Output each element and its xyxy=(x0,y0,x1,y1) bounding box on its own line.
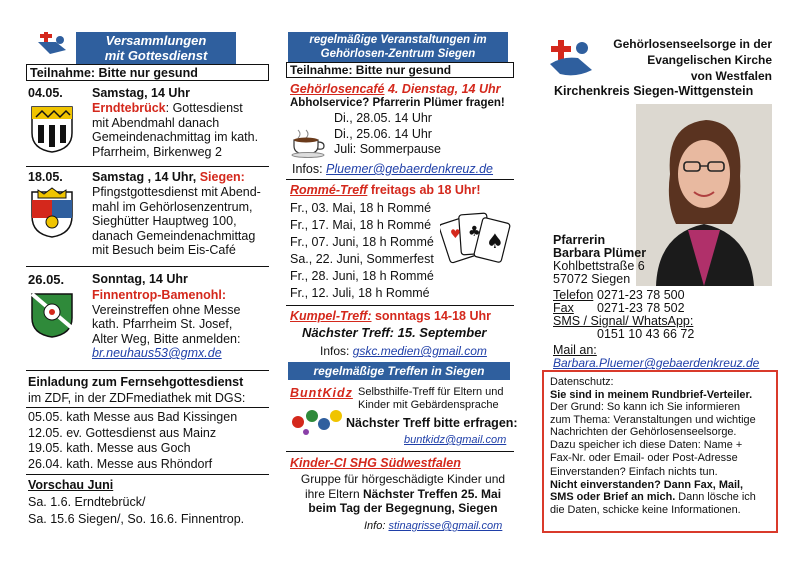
list-item: Fr., 28. Juni, 18 h Rommé xyxy=(290,269,434,283)
coat-of-arms-erndtebrueck-icon xyxy=(30,105,74,153)
buntkidz-logo: BuntKidz xyxy=(290,386,353,400)
cafe-pickup: Abholservice? Pfarrerin Plümer fragen! xyxy=(290,97,505,109)
tv-title: Einladung zum Fernsehgottesdienst xyxy=(28,375,244,389)
list-item: 26.04. kath. Messe aus Rhöndorf xyxy=(28,456,213,471)
event1-title: Samstag, 14 Uhr xyxy=(92,86,190,100)
divider xyxy=(286,179,514,180)
list-item: Di., 25.06. 14 Uhr xyxy=(334,126,432,141)
list-item: Fr., 17. Mai, 18 h Rommé xyxy=(290,218,432,232)
kinderci-info: Info: stinagrisse@gmail.com xyxy=(364,520,503,532)
event3-title: Sonntag, 14 Uhr xyxy=(92,272,188,286)
divider xyxy=(26,474,269,475)
tv-list xyxy=(28,410,273,472)
list-item: Fr., 12. Juli, 18 h Rommé xyxy=(290,286,430,300)
list-item: Sa. 15.6 Siegen/, So. 16.6. Finnentrop. xyxy=(28,512,245,526)
divider xyxy=(26,266,269,267)
kinderci-body: Gruppe für hörgeschädigte Kinder und ihre Eltern Nächster Treffen 25. Mai beim Tag der Begegnung, Siegen xyxy=(300,472,506,515)
pastor-address: Kohlbettstraße 6 57072 Siegen xyxy=(553,259,645,286)
coat-of-arms-finnentrop-icon xyxy=(30,292,74,338)
list-item: Fr., 07. Juni, 18 h Rommé xyxy=(290,235,434,249)
org-title: Gehörlosenseelsorge in der Evangelischen Kirche von Westfalen xyxy=(613,37,772,83)
divider xyxy=(286,305,514,306)
list-item: 19.05. kath. Messe aus Goch xyxy=(28,441,191,455)
cafe-info: Infos: Pluemer@gebaerdenkreuz.de xyxy=(292,162,494,176)
col1-participation: Teilnahme: Bitte nur gesund xyxy=(26,64,269,81)
pastor-email-link[interactable]: Barbara.Pluemer@gebaerdenkreuz.de xyxy=(553,356,760,370)
col1-header: Versammlungen mit Gottesdienst xyxy=(76,32,236,64)
list-item: 05.05. kath Messe aus Bad Kissingen xyxy=(28,410,238,424)
svg-text:♣: ♣ xyxy=(468,224,481,240)
buntkidz-email-link[interactable]: buntkidz@gmail.com xyxy=(404,434,507,446)
buntkidz-desc: Selbsthilfe-Treff für Eltern und Kinder mit Gebärdensprache xyxy=(358,386,504,411)
svg-text:♠: ♠ xyxy=(486,229,504,253)
coat-of-arms-siegen-icon xyxy=(30,186,74,238)
playing-cards-icon xyxy=(440,206,512,276)
cafe-heading: Gehörlosencafé 4. Dienstag, 14 Uhr xyxy=(290,82,501,96)
event3-place: Finnentrop-Bamenohl: xyxy=(92,288,227,302)
kinderci-title: Kinder-CI SHG Südwestfalen xyxy=(290,456,461,470)
event2-title: Samstag , 14 Uhr, Siegen: xyxy=(92,170,245,184)
tv-subtitle: im ZDF, in der ZDFmediathek mit DGS: xyxy=(28,391,246,405)
kinderci-email-link[interactable]: stinagrisse@gmail.com xyxy=(388,520,503,532)
event3-body: Finnentrop-Bamenohl: Vereinstreffen ohne Messe kath. Pfarrheim St. Josef, Alter Weg, Bitte anmelden: br.neuhaus53@gmx.de xyxy=(92,288,282,361)
cafe-email-link[interactable]: Pluemer@gebaerdenkreuz.de xyxy=(326,162,494,176)
preview-list xyxy=(28,494,278,528)
logo-cross-icon-col1 xyxy=(36,32,70,56)
col2-header2: regelmäßige Treffen in Siegen xyxy=(288,362,510,380)
kumpel-email-link[interactable]: gskc.medien@gmail.com xyxy=(352,344,487,358)
kumpel-next: Nächster Treff: 15. September xyxy=(302,325,487,340)
divider xyxy=(286,451,514,452)
list-item: Sa., 22. Juni, Sommerfest xyxy=(290,252,434,266)
event3-date: 26.05. xyxy=(28,272,65,287)
divider xyxy=(26,407,269,408)
event2-date: 18.05. xyxy=(28,170,63,184)
logo-cross-icon-col3 xyxy=(548,38,596,78)
kumpel-heading: Kumpel-Treff: sonntags 14-18 Uhr xyxy=(290,309,491,323)
svg-text:♥: ♥ xyxy=(450,227,461,241)
event1-date: 04.05. xyxy=(28,86,63,100)
event1-body: Erndtebrück: Gottesdienst mit Abendmahl danach Gemeindenachmittag im kath. Pfarrheim, Birkenweg 2 xyxy=(92,101,259,159)
coffee-cup-icon xyxy=(290,128,334,158)
org-district: Kirchenkreis Siegen-Wittgenstein xyxy=(554,84,754,98)
list-item: Juli: Sommerpause xyxy=(334,142,441,156)
list-item: 12.05. ev. Gottesdienst aus Mainz xyxy=(28,425,217,440)
pastor-name: Pfarrerin Barbara Plümer xyxy=(553,233,647,260)
romme-heading: Rommé-Treff freitags ab 18 Uhr! xyxy=(290,183,481,197)
divider xyxy=(26,370,269,371)
list-item: Di., 28.05. 14 Uhr xyxy=(334,111,432,125)
privacy-box: Datenschutz: Sie sind in meinem Rundbrief-Verteiler. Der Grund: So kann ich Sie informieren zum Thema: Veranstaltungen und wichtige Nachrichten der Gehörlosenseelsorge. Dazu speicher ich diese Daten: Name + Fax-Nr. oder Email- oder Post-Adresse Einverstanden? Einfach nichts tun. Nicht einverstanden? Dann Fax, Mail, SMS oder Brief an mich. Dann lösche ich die Daten, schicke keine Informationen. xyxy=(542,370,778,533)
event1-place: Erndtebrück xyxy=(92,101,166,115)
pastor-contacts: Telefon 0271-23 78 500 Fax 0271-23 78 502 SMS / Signal/ WhatsApp: 0151 10 43 66 72 xyxy=(553,288,695,341)
event3-email-link[interactable]: br.neuhaus53@gmx.de xyxy=(92,346,222,360)
col2-participation: Teilnahme: Bitte nur gesund xyxy=(286,62,514,78)
preview-title: Vorschau Juni xyxy=(28,478,114,492)
romme-dates xyxy=(290,200,434,302)
list-item: Sa. 1.6. Erndtebrück/ xyxy=(28,495,146,509)
buntkidz-next: Nächster Treff bitte erfragen: xyxy=(346,416,518,430)
cafe-dates xyxy=(334,111,441,158)
kumpel-info: Infos: gskc.medien@gmail.com xyxy=(320,344,487,358)
col2-header: regelmäßige Veranstaltungen im Gehörlosen-Zentrum Siegen xyxy=(288,32,508,62)
handprints-icon xyxy=(290,404,344,436)
pastor-photo xyxy=(636,104,772,286)
list-item: Fr., 03. Mai, 18 h Rommé xyxy=(290,201,432,215)
mail-label: Mail an: xyxy=(553,343,597,357)
event2-body: Pfingstgottesdienst mit Abend- mahl im Gehörlosenzentrum, Sieghütter Hauptweg 100, danach Gemeindenachmittag mit Besuch beim Eis-Café xyxy=(92,185,261,257)
divider xyxy=(26,166,269,167)
